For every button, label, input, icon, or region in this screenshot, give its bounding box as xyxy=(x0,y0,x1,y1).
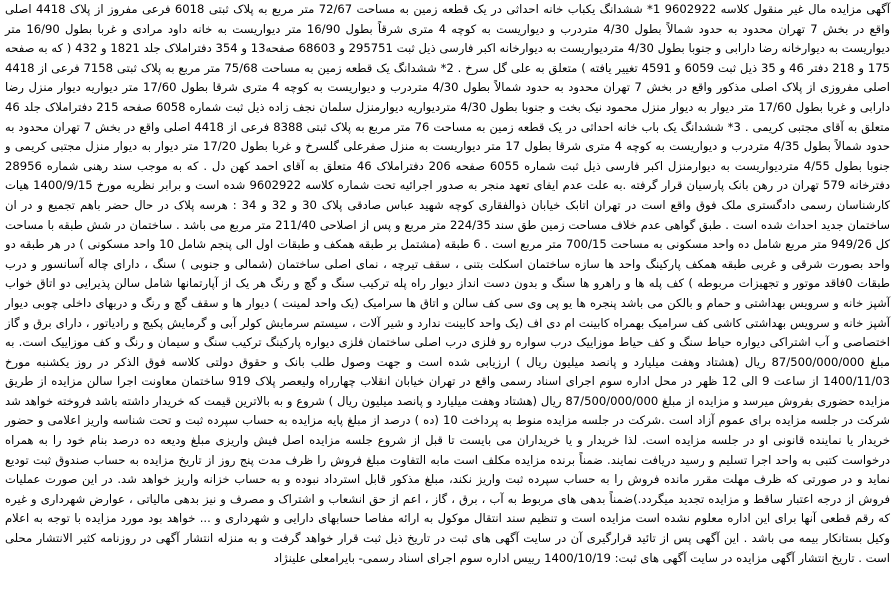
auction-notice-text: آگهی مزایده مال غیر منقول کلاسه 9602922 1* ششدانگ یکباب خانه احداثی در یک قطعه زمین به مساحت 72/67 متر مربع به پلاک ثبتی 6018 فرعی مفروز از پلاک 4418 اصلی واقع در بخش 7 تهران محدود به حدود شمالاً بطول 4/30 متردرب و دیواریست به کوچه 4 متری شرقاً بطول 16/90 متر دیواریست به خانه داود مرادی و غربا بطول 16/90 متر دیواریست به دیوارخانه رضا دارابی و جنوبا بطول 4/30 متردیواریست به دیوارخانه اکبر فارسی ذیل ثبت 295751 و 68603 صفحه13 و 354 دفتراملاک جلد 1821 و 432 ( که به صفحه 175 و 218 دفتر 46 و 35 ذیل ثبت 6059 و 4591 تغییر یافته ) متعلق به علی گل سرخ . 2* ششدانگ یک قطعه زمین به مساحت 75/68 متر مربع به پلاک ثبتی 7158 فرعی از 4418 اصلی مفروزی از پلاک اصلی مذکور واقع در بخش 7 تهران محدود به حدود شمالاً بطول 4/30 متردرب و دیواریست به کوچه 4 متری شرقا بطول 17/60 متر دیواریه دیوار منزل رضا دارابی و غربا بطول 17/60 متر دیوار به دیوار منزل محمود نیک بخت و جنوبا بطول 4/30 متردیواریه دیوارمنزل سلمان نجف زاده ذیل ثبت شماره 6058 صفحه 215 دفتراملاک جلد 46 متعلق به آقای مجتبی کریمی . 3* ششدانگ یک باب خانه احداثی در یک قطعه زمین به مساحت 76 متر مربع به پلاک ثبتی 8388 فرعی از 4418 اصلی واقع در بخش 7 تهران محدود به حدود شمالاً بطول 4/35 متردرب و دیواریست به کوچه 4 متری شرقا بطول 17 متر دیواریست به منزل صفرعلی گلسرخ و غربا بطول 17/20 متر دیوار به دیوار منزل مجتبی کریمی و جنوبا بطول 4/55 متردیواریست به دیوارمنزل اکبر فارسی ذیل ثبت شماره 6055 صفحه 206 دفتراملاک 46 متعلق به آقای احمد کهن دل . که به موجب سند رهنی شماره 28956 دفترخانه 579 تهران در رهن بانک پارسیان قرار گرفته .به علت عدم ایفای تعهد منجر به صدور اجرائیه تحت شماره کلاسه 9602922 شده است و برابر نظریه مورخ 1400/9/15 هیات کارشناسان رسمی دادگستری ملک فوق واقع است در تهران اتابک خیابان ذوالفقاری کوچه شهید عباس صادقی پلاک 30 و 32 و 34 : هرسه پلاک در حال حضر باهم تجمیع و در ان ساختمان جدید احداث شده است . طبق گواهی عدم خلاف مساحت زمین طق سند 224/35 متر مربع و پس از اصلاحی 211/40 متر مربع می باشد . ساختمان در شش طبقه با مساحت کل 949/26 متر مربع شامل ده واحد مسکونی به مساحت 700/15 متر مربع است . 6 طبقه (مشتمل بر طبقه همکف و طبقات اول الی پنجم شامل 10 واحد مسکونی ) در هر طبقه دو واحد بصورت شرقی و غربی طبقه همکف پارکینگ واحد ها سازه ساختمان اسکلت بتنی ، سقف تیرچه ، نمای اصلی ساختمان (شمالی و جنوبی ) سنگ ، دارای چاله آسانسور و درب طبقات 0فاقد موتور و تجهیزات مربوطه ) کف پله ها و راهرو ها سنگ و بدون دست انداز دیوار راه پله ترکیب سنگ و گچ و رنگ هر یک از آپارتمانها شامل سالن پذیرایی دو اتاق خواب آشپز خانه و سرویس بهداشتی و حمام و بالکن می باشد پنجره ها یو پی وی سی کف سالن و اتاق ها سرامیک (یک واحد لمینت ) دیوار ها و سقف گچ و رنگ و دربهای داخلی چوبی دیوار آشپز خانه و سرویس بهداشتی کاشی کف سرامیک بهمراه کابینت ام دی اف (یک واحد کابینت ندارد و شیر آلات ، سیستم سرمایش کولر آبی و گرمایش پکیج و رادیاتور ، دارای برق و گاز اختصاصی و آب اشتراکی دیواره حیاط سنگ و کف حیاط موزاییک درب سواره رو فلزی درب اصلی ساختمان فلزی دیواره پارکینگ ترکیب سنگ و سیمان و رنگ و کف موزاییک است. به مبلغ 87/500/000/000 ریال (هشتاد وهفت میلیارد و پانصد میلیون ریال ) ارزیابی شده است و جهت وصول طلب بانک و حقوق دولتی کلاسه فوق الذکر در روز یکشنبه مورخ 1400/11/03 از ساعت 9 الی 12 ظهر در محل اداره سوم اجرای اسناد رسمی واقع در تهران خیابان انقلاب چهارراه ولیعصر پلاک 919 ساختمان معاونت اجرا سالن مزایده از طریق مزایده حضوری بفروش میرسد و مزایده از مبلغ 87/500/000/000 ریال (هشتاد وهفت میلیارد و پانصد میلیون ریال ) شروع و به بالاترین قیمت که خریدار داشته باشد فروخته خواهد شد شرکت در جلسه مزایده برای عموم آزاد است .شرکت در جلسه مزایده منوط به پرداخت 10 (ده ) درصد از مبلغ پایه مزایده به حساب سپرده ثبت و تحت شناسه واریز اعلامی و حضور خریدار یا نماینده قانونی او در جلسه مزایده است. لذا خریدار و یا خریداران می بایست تا قبل از شروع جلسه مزایده اصل فیش واریزی مبلغ ودیعه ده درصد بنام خود را به همراه درخواست کتبی به واحد اجرا تسلیم و رسید دریافت نمایند. ضمناً برنده مزایده مکلف است مابه التفاوت مبلغ فروش را ظرف مدت پنج روز از تاریخ مزایده به حساب صندوق ثبت تودیع نماید و در صورتی که ظرف مهلت مقرر مانده فروش را به حساب سپرده ثبت واریز نکند، مبلغ مذکور قابل استرداد نبوده و به حساب خزانه واریز خواهد شد. در این صورت عملیات فروش از درجه اعتبار ساقط و مزایده تجدید میگردد.)ضمناً بدهی های مربوط به آب ، برق ، گاز ، اعم از حق انشعاب و اشتراک و مصرف و نیز بدهی مالیاتی ، عوارض شهرداری و غیره که رقم قطعی آنها برای این اداره معلوم نشده است مزایده است و تنظیم سند انتقال موکول به ارائه مفاصا حسابهای دارایی و شهرداری و ... خواهد بود مورد مزایده با توجه به اعلام وکیل بستانکار بیمه می باشد . این آگهی پس از تائید قرارگیری آن در سایت آگهی های ثبت در تاریخ ذیل ثبت قرار خواهد گرفت و به منزله انتشار آگهی در روزنامه کثیر الانتشار محلی است . تاریخ انتشار آگهی مزایده در سایت آگهی های ثبت: 1400/10/19 رییس اداره سوم اجرای اسناد رسمی- بایرامعلی علینژاد xyxy=(5,2,891,565)
